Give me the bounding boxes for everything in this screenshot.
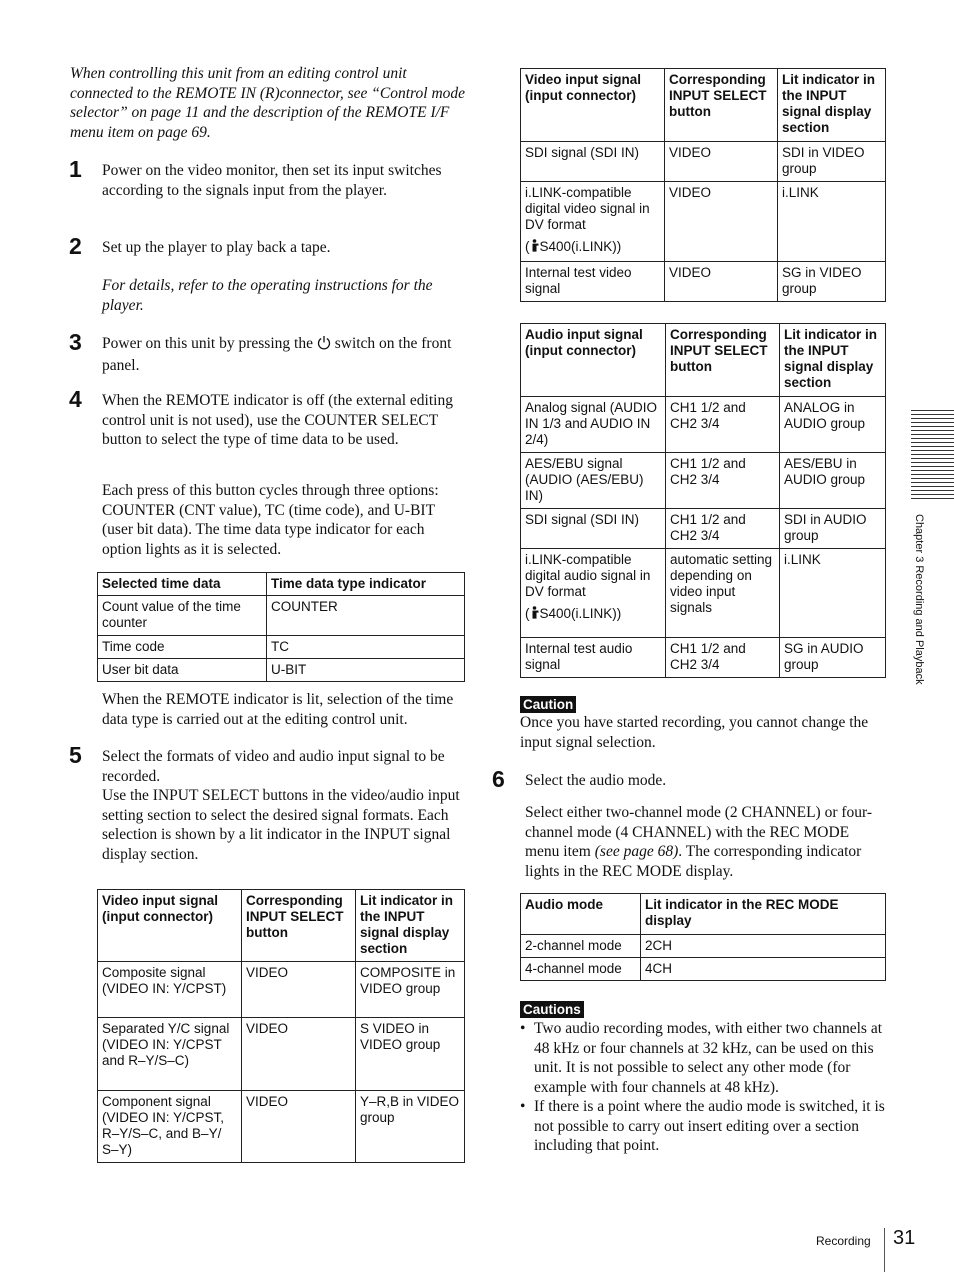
step-6-text: Select the audio mode. bbox=[525, 772, 667, 789]
intro-note: When controlling this unit from an editing control unit connected to the REMOTE IN (R)connector, see “Control mode selector” on page 11 and the description of the REMOTE I/F menu item on page 69. bbox=[70, 65, 466, 141]
power-icon bbox=[317, 335, 331, 356]
ilink-icon bbox=[530, 239, 539, 252]
table-cell: 2CH bbox=[641, 935, 886, 958]
table-row bbox=[521, 638, 886, 678]
table-header: Lit indicator in the REC MODE display bbox=[641, 894, 886, 935]
table-header: Video input signal (input connector) bbox=[521, 69, 665, 142]
table-cell: Separated Y/C signal (VIDEO IN: Y/CPST and R–Y/S–C) bbox=[98, 1018, 242, 1091]
step-3-number: 3 bbox=[69, 329, 82, 355]
table-cell: SDI signal (SDI IN) bbox=[521, 509, 666, 549]
table-cell: Composite signal (VIDEO IN: Y/CPST) bbox=[98, 962, 242, 1018]
table-row bbox=[521, 453, 886, 509]
step-6-para2-b: . The corresponding indicator lights in the REC MODE display. bbox=[525, 843, 862, 880]
ilink-label: ( S400(i.LINK)) bbox=[525, 239, 622, 254]
table-cell: Analog signal (AUDIO IN 1/3 and AUDIO IN 2/4) bbox=[521, 397, 666, 453]
table-row bbox=[98, 1091, 465, 1163]
cell-text: i.LINK-compatible digital audio signal in DV format bbox=[525, 552, 651, 599]
step-6-number: 6 bbox=[492, 766, 505, 792]
step-1-number: 1 bbox=[69, 156, 82, 182]
ilink-text: S400(i.LINK)) bbox=[539, 606, 622, 621]
table-cell: TC bbox=[267, 636, 465, 659]
table-cell bbox=[521, 549, 666, 638]
video-input-table-digital bbox=[520, 68, 886, 302]
list-item: • Two audio recording modes, with either two channels at 48 kHz or four channels at 32 kHz, can be used on this unit. It is not possible to select any other mode (for example with four channels at 48 kHz). bbox=[520, 1019, 885, 1097]
table-row bbox=[521, 958, 886, 981]
step-6-para2 bbox=[525, 803, 887, 881]
audio-mode-table bbox=[520, 893, 886, 981]
table-cell: SDI in AUDIO group bbox=[780, 509, 886, 549]
table-cell: VIDEO bbox=[242, 1091, 356, 1163]
step-1-text: Power on the video monitor, then set its input switches according to the signals input from the player. bbox=[102, 162, 442, 199]
table-cell: AES/EBU signal (AUDIO (AES/EBU) IN) bbox=[521, 453, 666, 509]
step-4-text: When the REMOTE indicator is off (the external editing control unit is not used), use the COUNTER SELECT button to select the type of time data to be used. bbox=[102, 392, 453, 448]
table-header: Selected time data bbox=[98, 573, 267, 596]
table-header: Corresponding INPUT SELECT button bbox=[666, 324, 780, 397]
table-header-row bbox=[98, 890, 465, 962]
table-header: Lit indicator in the INPUT signal display section bbox=[356, 890, 465, 962]
table-cell: Internal test video signal bbox=[521, 262, 665, 302]
table-cell: VIDEO bbox=[665, 142, 778, 182]
step-4-para3: When the REMOTE indicator is lit, selection of the time data type is carried out at the editing control unit. bbox=[102, 691, 454, 728]
table-cell: 4-channel mode bbox=[521, 958, 641, 981]
ilink-label: ( S400(i.LINK)) bbox=[525, 606, 622, 621]
table-row bbox=[98, 659, 465, 682]
table-row bbox=[521, 142, 886, 182]
step-5-text: Select the formats of video and audio input signal to be recorded. bbox=[102, 748, 445, 785]
step-5-para2: Use the INPUT SELECT buttons in the video/audio input setting section to select the desired signal formats. Each selection is shown by a lit indicator in the INPUT signal display section. bbox=[102, 787, 460, 863]
table-row bbox=[521, 549, 886, 638]
table-cell: VIDEO bbox=[665, 262, 778, 302]
page-number: 31 bbox=[893, 1227, 916, 1249]
step-2-text: Set up the player to play back a tape. bbox=[102, 239, 331, 256]
table-cell: 2-channel mode bbox=[521, 935, 641, 958]
table-cell: S VIDEO in VIDEO group bbox=[356, 1018, 465, 1091]
table-row bbox=[98, 636, 465, 659]
table-header-row bbox=[521, 894, 886, 935]
table-cell: COUNTER bbox=[267, 596, 465, 636]
table-header: Time data type indicator bbox=[267, 573, 465, 596]
table-header-row bbox=[521, 324, 886, 397]
table-cell: VIDEO bbox=[665, 182, 778, 262]
caution-badge: Caution bbox=[520, 696, 576, 713]
table-cell: U-BIT bbox=[267, 659, 465, 682]
table-cell: CH1 1/2 and CH2 3/4 bbox=[666, 397, 780, 453]
step-3-text-before: Power on this unit by pressing the bbox=[102, 335, 313, 352]
step-3-text-after: switch on the front panel. bbox=[102, 335, 452, 374]
time-data-table bbox=[97, 572, 465, 682]
table-cell: CH1 1/2 and CH2 3/4 bbox=[666, 638, 780, 678]
caution-text: Once you have started recording, you cannot change the input signal selection. bbox=[520, 714, 869, 751]
table-row bbox=[521, 509, 886, 549]
cautions-badge: Cautions bbox=[520, 1001, 584, 1018]
table-cell: Time code bbox=[98, 636, 267, 659]
table-header-row bbox=[98, 573, 465, 596]
ilink-icon bbox=[530, 606, 539, 619]
table-cell: Component signal (VIDEO IN: Y/CPST, R–Y/S–C, and B–Y/ S–Y) bbox=[98, 1091, 242, 1163]
table-cell: automatic setting depending on video input signals bbox=[666, 549, 780, 638]
chapter-tab-decoration bbox=[911, 410, 954, 502]
table-cell: VIDEO bbox=[242, 962, 356, 1018]
step-5-number: 5 bbox=[69, 742, 82, 768]
table-cell: SG in AUDIO group bbox=[780, 638, 886, 678]
table-cell: ANALOG in AUDIO group bbox=[780, 397, 886, 453]
step-4-number: 4 bbox=[69, 386, 82, 412]
table-header: Audio mode bbox=[521, 894, 641, 935]
chapter-label: Chapter 3 Recording and Playback bbox=[913, 514, 925, 685]
step-4-para2: Each press of this button cycles through three options: COUNTER (CNT value), TC (time code), and U-BIT (user bit data). The time data type indicator for each option lights as it is selected. bbox=[102, 482, 439, 558]
table-cell: 4CH bbox=[641, 958, 886, 981]
table-header: Lit indicator in the INPUT signal display section bbox=[778, 69, 886, 142]
table-header-row bbox=[521, 69, 886, 142]
table-cell: Internal test audio signal bbox=[521, 638, 666, 678]
table-header: Audio input signal (input connector) bbox=[521, 324, 666, 397]
table-row bbox=[98, 1018, 465, 1091]
table-cell: Count value of the time counter bbox=[98, 596, 267, 636]
table-cell: SG in VIDEO group bbox=[778, 262, 886, 302]
table-header: Video input signal (input connector) bbox=[98, 890, 242, 962]
table-cell: i.LINK bbox=[780, 549, 886, 638]
table-header: Lit indicator in the INPUT signal display section bbox=[780, 324, 886, 397]
table-row bbox=[521, 935, 886, 958]
table-cell bbox=[521, 182, 665, 262]
table-cell: SDI signal (SDI IN) bbox=[521, 142, 665, 182]
table-cell: SDI in VIDEO group bbox=[778, 142, 886, 182]
table-header: Corresponding INPUT SELECT button bbox=[665, 69, 778, 142]
table-cell: CH1 1/2 and CH2 3/4 bbox=[666, 509, 780, 549]
table-cell: CH1 1/2 and CH2 3/4 bbox=[666, 453, 780, 509]
cautions-list bbox=[520, 1019, 885, 1156]
table-row bbox=[98, 596, 465, 636]
cell-text: i.LINK-compatible digital video signal in DV format bbox=[525, 185, 650, 232]
table-cell: AES/EBU in AUDIO group bbox=[780, 453, 886, 509]
table-cell: Y–R,B in VIDEO group bbox=[356, 1091, 465, 1163]
audio-input-table bbox=[520, 323, 886, 678]
footer-section: Recording bbox=[816, 1234, 871, 1248]
table-row bbox=[98, 962, 465, 1018]
video-input-table-composite bbox=[97, 889, 465, 1163]
table-cell: VIDEO bbox=[242, 1018, 356, 1091]
list-item: • If there is a point where the audio mode is switched, it is not possible to carry out insert editing over a section including that point. bbox=[520, 1097, 885, 1156]
table-header: Corresponding INPUT SELECT button bbox=[242, 890, 356, 962]
page-reference-link[interactable]: (see page 68) bbox=[594, 843, 679, 860]
table-cell: i.LINK bbox=[778, 182, 886, 262]
step-3-text bbox=[102, 334, 464, 375]
table-row bbox=[521, 262, 886, 302]
step-2-number: 2 bbox=[69, 233, 82, 259]
table-row bbox=[521, 397, 886, 453]
step-6-para2-a: Select either two-channel mode (2 CHANNEL) or four-channel mode (4 CHANNEL) with the REC MODE menu item bbox=[525, 804, 873, 860]
table-row bbox=[521, 182, 886, 262]
ilink-text: S400(i.LINK)) bbox=[539, 239, 622, 254]
table-cell: User bit data bbox=[98, 659, 267, 682]
footer-divider bbox=[884, 1228, 885, 1272]
table-cell: COMPOSITE in VIDEO group bbox=[356, 962, 465, 1018]
step-2-note: For details, refer to the operating instructions for the player. bbox=[102, 277, 433, 314]
